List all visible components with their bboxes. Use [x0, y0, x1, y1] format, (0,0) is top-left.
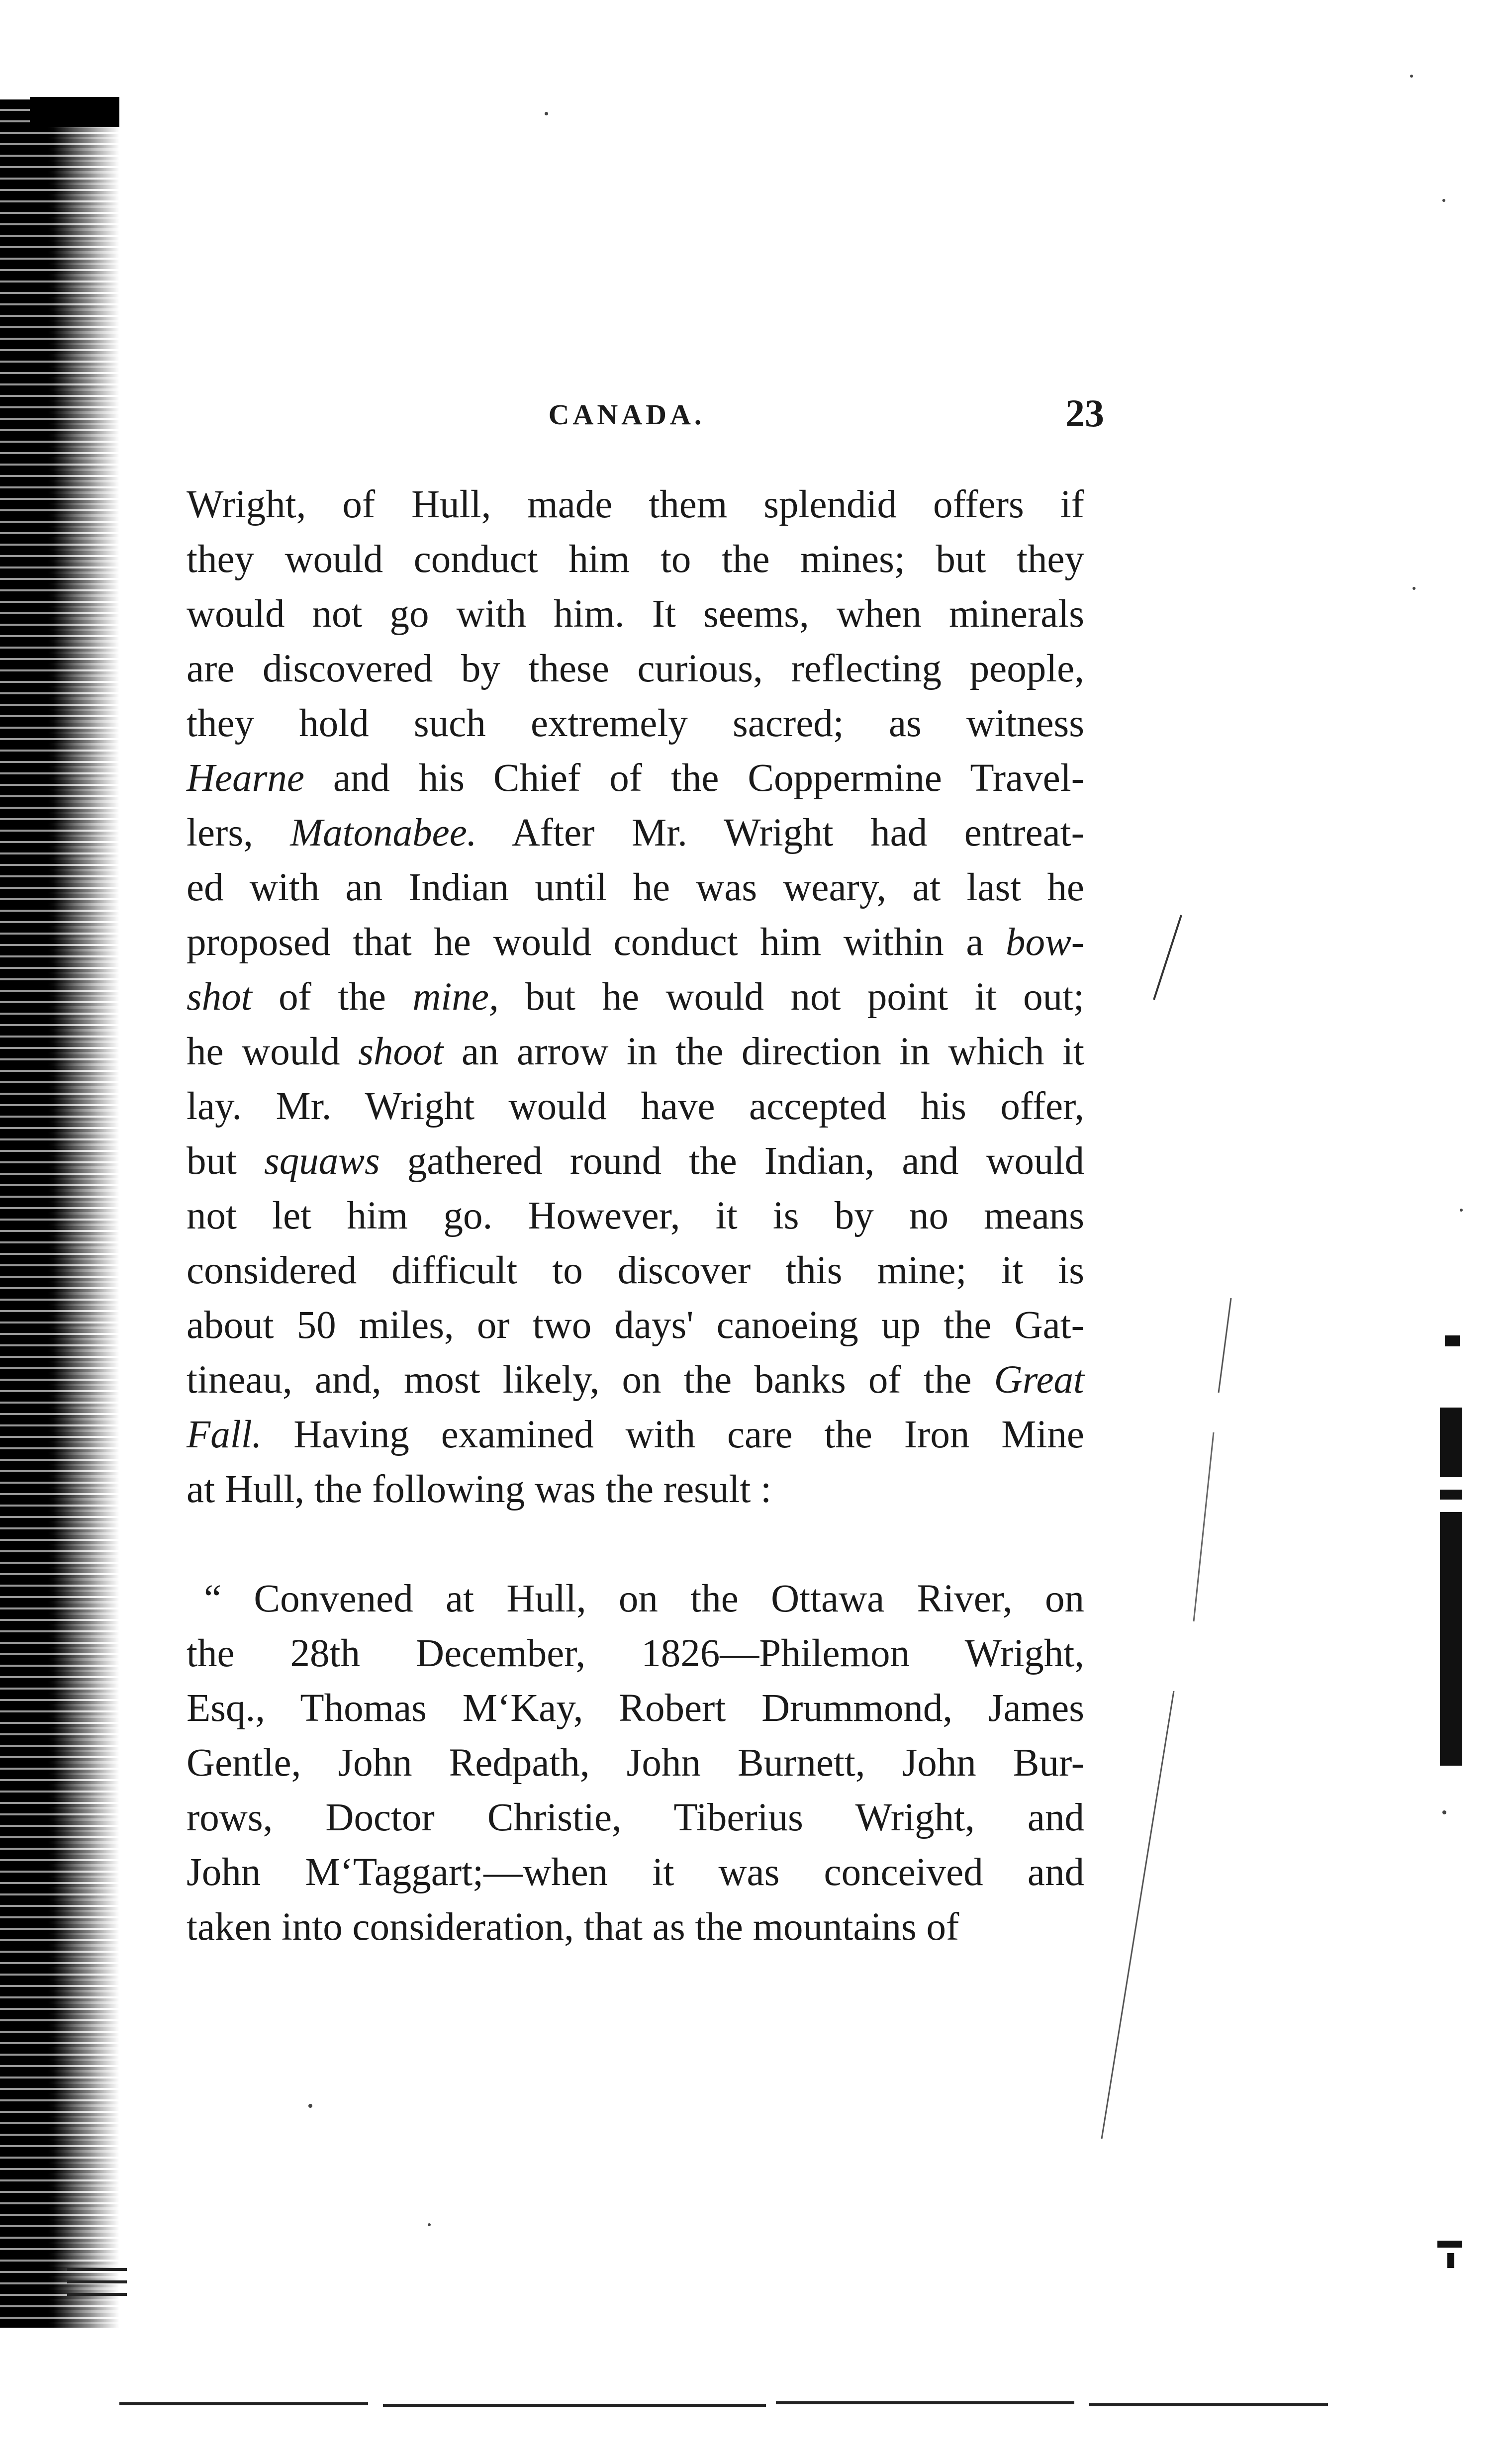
text-run: lay. Mr. Wright would have accepted his offer,	[187, 1085, 1084, 1128]
text-run: “ Convened at Hull, on the Ottawa River, on	[204, 1577, 1084, 1620]
text-run: rows, Doctor Christie, Tiberius Wright, and	[187, 1796, 1084, 1839]
text-line	[187, 1189, 1084, 1243]
paragraph	[187, 477, 1084, 1517]
text-line	[187, 1025, 1084, 1079]
text-run: would not go with him. It seems, when minerals	[187, 592, 1084, 636]
italic-text: Matonabee.	[290, 811, 477, 854]
text-line	[187, 642, 1084, 696]
text-line	[187, 915, 1084, 970]
text-line	[187, 532, 1084, 587]
text-run: gathered round the Indian, and would	[379, 1139, 1084, 1183]
italic-text: squaws	[264, 1139, 380, 1183]
text-line	[187, 1900, 1084, 1955]
text-run: the 28th December, 1826—Philemon Wright,	[187, 1632, 1084, 1675]
text-run: he would	[187, 1030, 359, 1073]
text-line	[187, 1353, 1084, 1408]
text-line	[187, 1298, 1084, 1353]
text-line	[187, 970, 1084, 1025]
text-line	[187, 1462, 1084, 1517]
italic-text: shoot	[358, 1030, 444, 1073]
bottom-rule	[119, 2402, 368, 2405]
text-line	[187, 587, 1084, 642]
text-run: but he would not point it out;	[498, 975, 1084, 1019]
pencil-stroke	[1102, 1691, 1174, 2139]
running-head: CANADA.	[548, 398, 705, 431]
text-run: After Mr. Wright had entreat-	[476, 811, 1084, 854]
text-run: of the	[252, 975, 413, 1019]
text-run: an arrow in the direction in which it	[443, 1030, 1084, 1073]
text-run: John M‘Taggart;—when it was conceived and	[187, 1851, 1084, 1894]
italic-text: bow-	[1006, 921, 1084, 964]
italic-text: shot	[187, 975, 252, 1019]
text-run: and his Chief of the Coppermine Travel-	[304, 756, 1084, 800]
italic-text: Hearne	[187, 756, 304, 800]
text-line	[187, 1791, 1084, 1845]
text-line	[187, 1408, 1084, 1462]
text-run: tineau, and, most likely, on the banks of the	[187, 1358, 994, 1402]
italic-text: Great	[994, 1358, 1084, 1402]
text-run: Having examined with care the Iron Mine	[262, 1413, 1084, 1456]
text-run: lers,	[187, 811, 290, 854]
text-run: are discovered by these curious, reflecting people,	[187, 647, 1084, 690]
text-line	[187, 1681, 1084, 1736]
text-run: taken into consideration, that as the mountains of	[187, 1905, 959, 1949]
text-run: ed with an Indian until he was weary, at last he	[187, 866, 1084, 909]
text-line	[187, 806, 1084, 860]
text-line	[187, 1243, 1084, 1298]
text-run: not let him go. However, it is by no means	[187, 1194, 1084, 1237]
text-line	[187, 751, 1084, 806]
text-run: at Hull, the following was the result :	[187, 1468, 772, 1511]
text-line	[187, 860, 1084, 915]
pencil-stroke	[1154, 915, 1181, 1000]
text-run: but	[187, 1139, 265, 1183]
page-number: 23	[1065, 391, 1104, 435]
text-run: they hold such extremely sacred; as witness	[187, 702, 1084, 745]
pencil-stroke	[1219, 1298, 1231, 1393]
italic-text: mine,	[412, 975, 499, 1019]
text-line	[187, 477, 1084, 532]
text-line	[187, 1736, 1084, 1791]
italic-text: Fall.	[187, 1413, 262, 1456]
paragraph	[187, 1572, 1084, 1955]
bottom-rule	[1089, 2403, 1328, 2406]
text-line	[187, 1626, 1084, 1681]
text-line	[187, 696, 1084, 751]
bottom-rule	[776, 2401, 1074, 2404]
text-run: considered difficult to discover this mine; it is	[187, 1249, 1084, 1292]
text-run: about 50 miles, or two days' canoeing up the Gat-	[187, 1304, 1084, 1347]
text-run: Wright, of Hull, made them splendid offers if	[187, 483, 1084, 526]
text-run: they would conduct him to the mines; but they	[187, 538, 1084, 581]
text-line	[187, 1572, 1084, 1626]
text-line	[187, 1079, 1084, 1134]
text-line	[187, 1134, 1084, 1189]
text-run: proposed that he would conduct him within a	[187, 921, 1006, 964]
text-run: Esq., Thomas M‘Kay, Robert Drummond, James	[187, 1687, 1084, 1730]
bottom-rule	[383, 2404, 766, 2407]
text-line	[187, 1845, 1084, 1900]
text-run: Gentle, John Redpath, John Burnett, John Bur-	[187, 1741, 1084, 1785]
pencil-stroke	[1194, 1432, 1214, 1621]
